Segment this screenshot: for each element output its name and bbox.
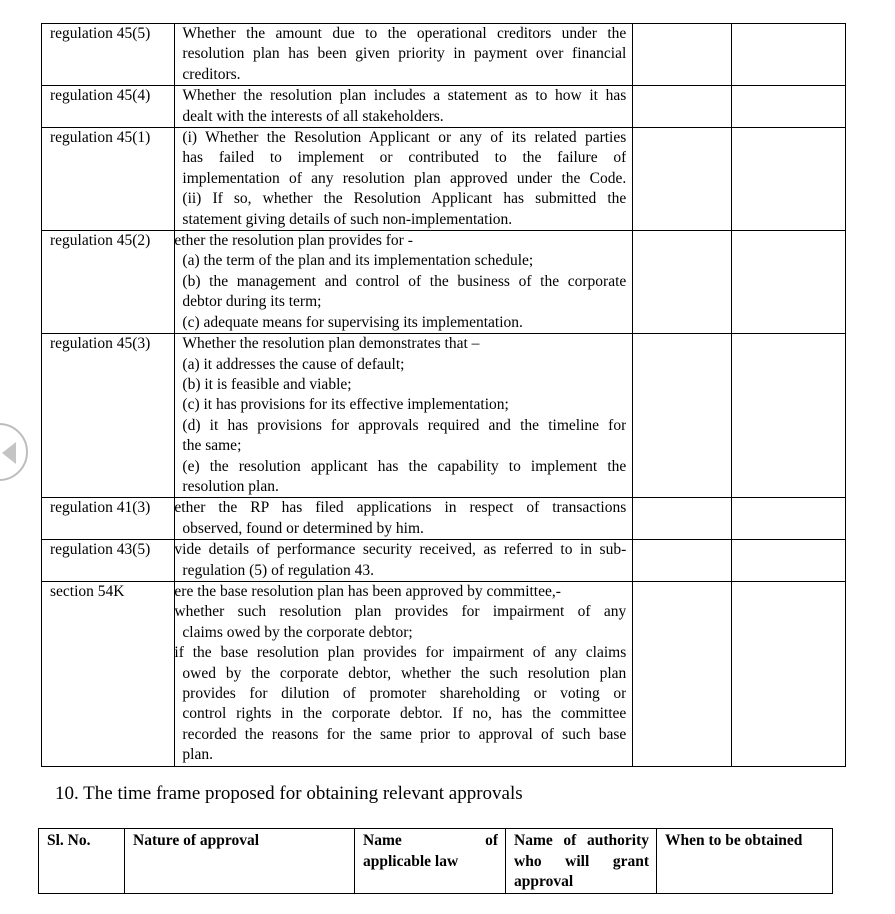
criterion-text (175, 540, 633, 582)
regulation-ref: regulation 45(2) (42, 231, 175, 334)
compliance-cell (633, 128, 731, 231)
checklist-row (42, 334, 846, 498)
criterion-line: (c) it has provisions for its effective implementation; (182, 396, 509, 414)
checklist-row (42, 86, 846, 128)
regulation-ref: regulation 45(4) (42, 86, 175, 128)
previous-page-button[interactable] (0, 423, 28, 481)
compliance-cell (633, 498, 731, 540)
header-line: approval (514, 873, 574, 891)
header-line: applicable law (363, 852, 459, 870)
criterion-line: resolution plan has been given priority in payment over financial (182, 45, 627, 63)
criterion-line: resolution plan. (182, 477, 279, 495)
criterion-text (175, 24, 633, 86)
criterion-line: statement giving details of such non-implementation. (182, 210, 513, 228)
section-heading: 10. The time frame proposed for obtaining relevant approvals (55, 783, 523, 804)
remarks-cell (731, 231, 845, 334)
header-line: Sl. No. (47, 832, 91, 849)
approvals-table (38, 828, 833, 894)
criterion-line: (c) adequate means for supervising its implementation. (182, 313, 523, 331)
sl-no-header (39, 829, 125, 894)
criterion-line: Whether the resolution plan demonstrates that – (182, 335, 480, 353)
regulation-ref: regulation 45(5) (42, 24, 175, 86)
criterion-text (175, 86, 633, 128)
criterion-line: (d) it has provisions for approvals required and the timeline for (182, 416, 627, 434)
criterion-line: the same; (182, 437, 242, 455)
criterion-line: (e) the resolution applicant has the capability to implement the (182, 457, 627, 475)
header-line: Name of authority (514, 832, 649, 849)
compliance-cell (633, 86, 731, 128)
remarks-cell (731, 334, 845, 498)
compliance-cell (633, 540, 731, 582)
compliance-cell (633, 24, 731, 86)
regulation-ref: regulation 45(1) (42, 128, 175, 231)
criterion-text (175, 581, 633, 766)
header-line: When to be obtained (665, 832, 803, 849)
regulation-ref: section 54K (42, 581, 175, 766)
regulation-ref: regulation 45(3) (42, 334, 175, 498)
criterion-line: dealt with the interests of all stakeholders. (182, 107, 444, 125)
criterion-line: if the base resolution plan provides for impairment of any claims (174, 644, 627, 662)
criterion-line: provides for dilution of promoter shareholding or voting or (182, 685, 627, 702)
checklist-row (42, 231, 846, 334)
criterion-line: Whether the resolution plan includes a statement as to how it has (182, 87, 627, 105)
criterion-line: whether such resolution plan provides for impairment of any (174, 603, 627, 621)
checklist-row (42, 540, 846, 582)
criterion-line: (b) the management and control of the business of the corporate (182, 272, 627, 290)
criterion-line: observed, found or determined by him. (182, 519, 424, 537)
remarks-cell (731, 581, 845, 766)
checklist-row (42, 498, 846, 540)
header-line: who will grant (514, 852, 649, 870)
criterion-text (175, 231, 633, 334)
criterion-line: implementation of any resolution plan approved under the Code. (182, 169, 627, 187)
criterion-line: debtor during its term; (182, 293, 322, 311)
criterion-line: ether the RP has filed applications in respect of transactions (174, 499, 627, 517)
criterion-line: (ii) If so, whether the Resolution Applicant has submitted the (182, 190, 627, 208)
chevron-left-icon (2, 442, 16, 464)
criterion-line: owed by the corporate debtor, whether the such resolution plan (182, 664, 627, 682)
criterion-line: (b) it is feasible and viable; (182, 375, 352, 393)
compliance-cell (633, 231, 731, 334)
applicable-law-header (355, 829, 506, 894)
regulation-ref: regulation 41(3) (42, 498, 175, 540)
checklist-row (42, 24, 846, 86)
criterion-line: Whether the amount due to the operational creditors under the (182, 25, 627, 42)
remarks-cell (731, 86, 845, 128)
criterion-line: ether the resolution plan provides for - (174, 232, 413, 250)
checklist-row (42, 581, 846, 766)
nature-of-approval-header (125, 829, 355, 894)
remarks-cell (731, 498, 845, 540)
criterion-line: (a) the term of the plan and its implementation schedule; (182, 252, 534, 270)
criterion-line: vide details of performance security received, as referred to in sub- (174, 541, 627, 559)
approvals-header-row (39, 829, 833, 894)
criterion-line: claims owed by the corporate debtor; (182, 623, 413, 641)
criterion-line: (a) it addresses the cause of default; (182, 355, 405, 373)
criterion-line: plan. (182, 746, 213, 764)
header-line: Name of (363, 832, 498, 849)
criterion-text (175, 334, 633, 498)
granting-authority-header (506, 829, 657, 894)
criterion-line: has failed to implement or contributed to the failure of (182, 149, 627, 167)
criterion-line: creditors. (182, 65, 241, 83)
criterion-text (175, 498, 633, 540)
remarks-cell (731, 540, 845, 582)
checklist-row (42, 128, 846, 231)
regulation-ref: regulation 43(5) (42, 540, 175, 582)
criterion-line: (i) Whether the Resolution Applicant or any of its related parties (182, 129, 627, 147)
header-line: Nature of approval (133, 832, 260, 849)
criterion-line: control rights in the corporate debtor. If no, has the committee (182, 705, 627, 723)
compliance-cell (633, 581, 731, 766)
criterion-line: ere the base resolution plan has been approved by committee,- (174, 582, 561, 600)
criterion-line: recorded the reasons for the same prior to approval of such base (182, 725, 627, 743)
timing-header (657, 829, 833, 894)
checklist-table (41, 23, 846, 767)
criterion-line: regulation (5) of regulation 43. (182, 561, 374, 579)
remarks-cell (731, 128, 845, 231)
remarks-cell (731, 24, 845, 86)
compliance-cell (633, 334, 731, 498)
criterion-text (175, 128, 633, 231)
